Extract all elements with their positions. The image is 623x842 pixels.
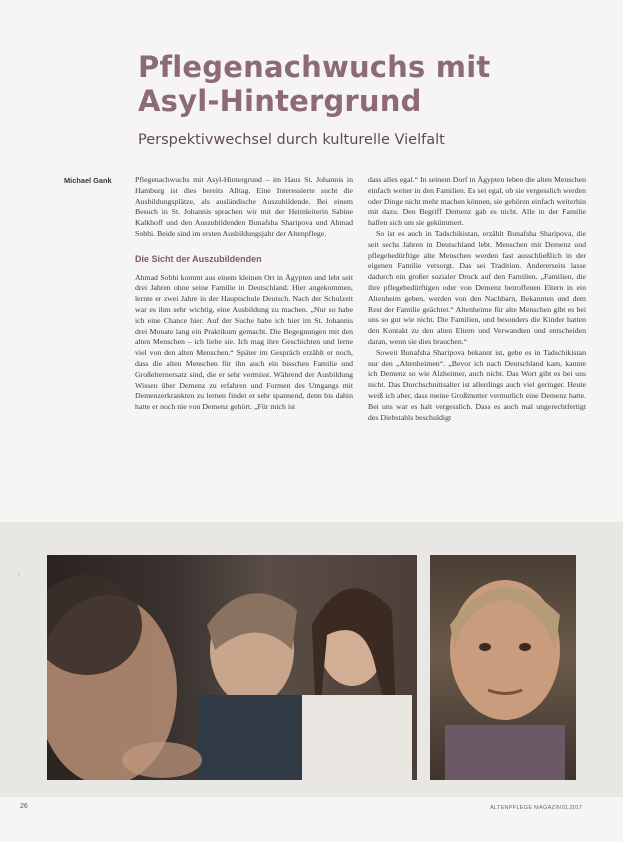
margin-mark: › [18, 572, 20, 578]
page-number: 26 [20, 803, 28, 810]
elderly-woman-illustration [430, 555, 576, 780]
article-title [138, 50, 598, 118]
group-portrait-illustration [47, 555, 417, 780]
magazine-name: ALTENPFLEGE MAGAZIN [490, 805, 562, 811]
intro-paragraph: Pflegenachwuchs mit Asyl-Hintergrund – im Haus St. Johannis in Hamburg ist dies bereits Alltag. Eine Interessierte sucht die Ausbildungsplätze, als ausländische Auszubildende. Bei einem Besuch in St. Johannis sprachen wir mit der Heimleiterin Sabine Kalkhoff und den Auszubildenden Bunafsha Sharipova und Ahmad Sobhi. Beide sind im ersten Ausbildungsjahr der Altenpflege. [135, 175, 353, 238]
text-column-left [135, 175, 353, 413]
body-paragraph: Soweit Bunafsha Sharipova bekannt ist, gebe es in Tadschikistan nur den „Altenheimen“. „Bevor ich nach Deutschland kam, kannte ich Demenz so wie Alzheimer, auch nicht. Das Wort gibt es bei uns nicht. Das Durchschnittsalter ist allerdings auch viel geringer. Heute weiß ich aber, dass meine Großmutter vermutlich eine Demenz hatte. Bei uns war es halt vergesslich. Dass es auch mal ungerechtfertigt des Diebstahls beschuldigt [368, 347, 586, 422]
elderly-woman-portrait-photo [430, 555, 576, 780]
issue-number: 01.2017 [562, 805, 582, 811]
body-paragraph: dass alles egal.“ In seinem Dorf in Ägypten leben die alten Menschen einfach weiter in den Familien. Es sei egal, ob sie vergesslich werden oder Dinge nicht mehr machen können, sie gehören einfach weiterhin mit dazu. Den Begriff Demenz gab es nicht. Alle in der Familie halfen sich um sie gekümmert. [368, 175, 586, 228]
text-column-right [368, 175, 586, 423]
section-heading: Die Sicht der Auszubildenden [135, 253, 262, 264]
group-portrait-photo [47, 555, 417, 780]
article-title-line1: Pflegenachwuchs mit [138, 50, 491, 84]
article-title-line2: Asyl-Hintergrund [138, 84, 422, 118]
body-paragraph: Ahmad Sobhi kommt aus einem kleinen Ort in Ägypten und lebt seit drei Jahren ohne seine Familie in Deutschland. Hier angekommen, lernte er zwei Jahre in der Hauptschule Deutsch. Nach der Schulzeit war es ihm sehr wichtig, eine Ausbildung zu machen. „Nur so habe ich eine Chance hier. Auf der Suche habe ich hier im St. Johannis drei Monate lang ein Praktikum gemacht. Die Begegnungen mit den alten Menschen – ich liebe sie. Ich mag ihre Geschichten und lerne viel von den alten Menschen.“ Später im Gespräch erzählt er noch, dass die alten Menschen für ihn auch ein bisschen Familie und Großelternersatz sind, die er sehr vermisst. Während der Ausbildung Wissen über Demenz zu erfahren und Formen des Umgangs mit Demenzerkrankten zu lernen findet er sehr spannend, denn bis dahin hatte er noch nie von Demenz gehört. „Für mich ist [135, 272, 353, 412]
article-subtitle: Perspektivwechsel durch kulturelle Vielfalt [138, 132, 445, 148]
author-name: Michael Gank [64, 176, 112, 185]
body-paragraph: So ist es auch in Tadschikistan, erzählt Bunafsha Sharipova, die seit sechs Jahren in Deutschland lebt. Menschen mit Demenz und pflegebedürftige alte Menschen werden fast ausschließlich in der eigenen Familie versorgt. Das sei Tradition. Andererseits lasse dadurch ein großer sozialer Druck auf den Familien. „Familien, die ihre pflegebedürftigen oder von Demenz betroffenen Eltern in ein Altenheim geben, werden von den Nachbarn, Bekannten und dem Rest der Familie geächtet.“ Altenheime für alte Menschen gibt es bei uns so gut wie nicht. Die Familien, und besonders die Kinder hatten den Kontakt zu den alten Eltern und Verwandten und entscheiden daran, wenn sie dies brauchen.“ [368, 228, 586, 346]
